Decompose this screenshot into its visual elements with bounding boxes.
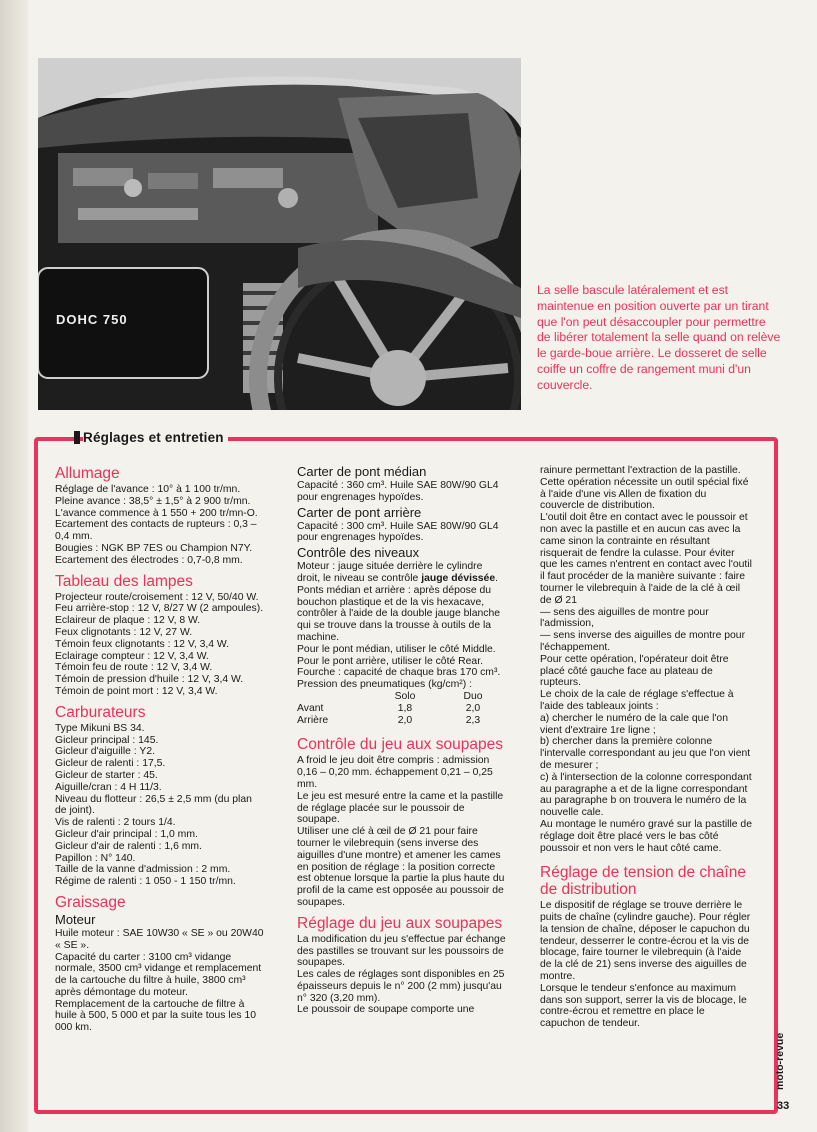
carbu-line: Vis de ralenti : 2 tours 1/4. xyxy=(55,817,176,829)
carbu-line: Gicleur de starter : 45. xyxy=(55,769,158,781)
lampe-line: Eclairage compteur : 12 V, 3,4 W. xyxy=(55,650,209,662)
niveaux-end: . xyxy=(495,572,499,584)
allumage-line: Pleine avance : 38,5° ± 1,5° à 2 900 tr/mn. xyxy=(55,495,251,507)
table-row xyxy=(297,715,507,727)
reglage-jeu-line: La modification du jeu s'effectue par échange des pastilles se trouvant sur les poussoirs de soupapes. xyxy=(297,933,506,969)
niveaux-line: Pression des pneumatiques (kg/cm²) : xyxy=(297,679,472,691)
carbu-line: Aiguille/cran : 4 H 11/3. xyxy=(55,781,162,793)
niveaux-line: Pour le pont médian, utiliser le côté Middle. xyxy=(297,643,496,655)
allumage-line: L'avance commence à 1 550 + 200 tr/mn-O. xyxy=(55,507,258,519)
niveaux-moteur xyxy=(297,561,507,585)
col3-paragraph: c) à l'intersection de la colonne correspondant au paragraphe a et de la ligne correspondant au paragraphe b on trouvera le numéro de la nouvelle cale. xyxy=(540,771,752,819)
heading-tension-chaine: Réglage de tension de chaîne de distribution xyxy=(540,864,746,899)
heading-lampes: Tableau des lampes xyxy=(55,572,193,590)
col3-paragraph: b) chercher dans la première colonne l'intervalle correspondant au jeu que l'on vient de mesurer ; xyxy=(540,736,751,771)
pressure-cell: Arrière xyxy=(297,714,329,726)
pressure-header xyxy=(297,691,371,703)
dohc-badge: DOHC 750 xyxy=(56,312,128,327)
col3-paragraph: — sens des aiguilles de montre pour l'admission, xyxy=(540,606,709,630)
page-number: 33 xyxy=(777,1100,790,1112)
carbu-line: Gicleur principal : 145. xyxy=(55,734,159,746)
lampe-line: Témoin feux clignotants : 12 V, 3,4 W. xyxy=(55,638,230,650)
reglage-jeu-line: Les cales de réglages sont disponibles en 25 épaisseurs depuis le n° 200 (2 mm) jusqu'au n° 320 (3,20 mm). xyxy=(297,969,505,1004)
moteur-line: Huile moteur : SAE 10W30 « SE » ou 20W40 « SE ». xyxy=(55,927,264,951)
lampe-line: Témoin de pression d'huile : 12 V, 3,4 W. xyxy=(55,674,244,686)
section-title: Réglages et entretien xyxy=(83,430,228,445)
pressure-header: Solo xyxy=(394,690,416,702)
column-3 xyxy=(540,465,752,1030)
pressure-cell: 2,0 xyxy=(397,714,413,726)
motorcycle-image xyxy=(38,58,521,410)
pressure-cell: 2,0 xyxy=(465,702,481,714)
jeu-line: Le jeu est mesuré entre la came et la pastille de réglage placée sur le poussoir de soupape. xyxy=(297,790,504,826)
lampe-line: Feux clignotants : 12 V, 27 W. xyxy=(55,626,193,638)
allumage-line: Réglage de l'avance : 10° à 1 100 tr/mn. xyxy=(55,484,241,495)
column-2 xyxy=(297,465,507,1016)
pressure-cell: 1,8 xyxy=(397,702,413,714)
carbu-line: Papillon : N° 140. xyxy=(55,852,136,864)
allumage-line: Ecartement des électrodes : 0,7-0,8 mm. xyxy=(55,554,243,566)
photo-caption: La selle bascule latéralement et est maintenue en position ouverte par un tirant que l'on peut désaccoupler pour permettre de libérer totalement la selle quand on relève le garde-boue arrière. Le dosseret de selle coiffe un coffre de rangement muni d'un couvercle. xyxy=(537,283,781,392)
niveaux-bold: jauge dévissée xyxy=(421,572,496,584)
carbu-line: Niveau du flotteur : 26,5 ± 2,5 mm (du plan de joint). xyxy=(55,793,252,817)
table-row xyxy=(297,703,507,715)
brand-text: moto-revue xyxy=(774,1032,786,1090)
heading-niveaux: Contrôle des niveaux xyxy=(297,545,420,561)
carbu-line: Gicleur d'air de ralenti : 1,6 mm. xyxy=(55,840,202,852)
chaine-line: Le dispositif de réglage se trouve derrière le puits de chaîne (cylindre gauche). Pour régler la tension de chaîne, déposer le capuchon du tendeur, desserrer le contre-écrou et la vis de blocage, faire tourner le vilebrequin (à l'aide de la clé de 21) sens inverse des aiguilles de montre. xyxy=(540,900,751,983)
page-edge xyxy=(0,0,28,1132)
carbu-line: Gicleur d'air principal : 1,0 mm. xyxy=(55,828,198,840)
carbu-line: Taille de la vanne d'admission : 2 mm. xyxy=(55,864,231,876)
heading-pont-median: Carter de pont médian xyxy=(297,464,427,479)
heading-reglage-jeu: Réglage du jeu aux soupapes xyxy=(297,914,503,932)
niveaux-line: Fourche : capacité de chaque bras 170 cm³. xyxy=(297,667,501,679)
lampe-line: Eclaireur de plaque : 12 V, 8 W. xyxy=(55,615,201,627)
chaine-line: Lorsque le tendeur s'enfonce au maximum dans son support, serrer la vis de blocage, le contre-écrou et remettre en place le capuchon de tendeur. xyxy=(540,982,747,1030)
magazine-brand xyxy=(774,1002,788,1092)
median-text: Capacité : 360 cm³. Huile SAE 80W/90 GL4 pour engrenages hypoïdes. xyxy=(297,480,499,503)
lampe-line: Projecteur route/croisement : 12 V, 50/40 W. xyxy=(55,591,259,603)
pressure-header: Duo xyxy=(463,690,483,702)
col3-paragraph: rainure permettant l'extraction de la pastille. Cette opération nécessite un outil spécial fixé à l'aide d'une vis Allen de fixation du couvercle de distribution. xyxy=(540,465,749,512)
niveaux-line: Ponts médian et arrière : après dépose du bouchon plastique et de la vis hexacave, contrôler à l'aide de la double jauge blanche qui se trouve dans la trousse à outils de la machine. xyxy=(297,584,501,643)
niveaux-text: Moteur : jauge située derrière le cylindre droit, le niveau se contrôle xyxy=(297,561,483,584)
column-1 xyxy=(55,465,266,1034)
lampe-line: Témoin feu de route : 12 V, 3,4 W. xyxy=(55,662,213,674)
reglage-jeu-line: Le poussoir de soupape comporte une xyxy=(297,1004,475,1016)
heading-allumage: Allumage xyxy=(55,465,120,482)
carbu-line: Régime de ralenti : 1 050 - 1 150 tr/mn. xyxy=(55,876,236,888)
moteur-line: Remplacement de la cartouche de filtre à huile à 500, 5 000 et par la suite tous les 10 000 km. xyxy=(55,998,257,1034)
lampe-line: Feu arrière-stop : 12 V, 8/27 W (2 ampoules). xyxy=(55,603,264,615)
heading-pont-arriere: Carter de pont arrière xyxy=(297,504,422,520)
col3-paragraph: L'outil doit être en contact avec le poussoir et non avec la pastille et en aucun cas avec la came sinon la contrainte en résultant risquerait de fendre la culasse. Pour éviter que les cames n'entrent en contact avec l'outil il faut procéder de la manière suivante : faire tourner le vilebrequin à l'aide de la clé à œil de Ø 21 xyxy=(540,512,752,606)
pressure-cell: 2,3 xyxy=(465,714,481,726)
pressure-cell: Avant xyxy=(297,702,324,714)
pressure-table xyxy=(297,691,507,726)
heading-carburateurs: Carburateurs xyxy=(55,703,146,721)
allumage-line: Ecartement des contacts de rupteurs : 0,3 – 0,4 mm. xyxy=(55,519,257,543)
heading-moteur: Moteur xyxy=(55,911,96,927)
carbu-line: Gicleur de ralenti : 17,5. xyxy=(55,758,166,770)
carbu-line: Type Mikuni BS 34. xyxy=(55,722,145,734)
col3-paragraph: Au montage le numéro gravé sur la pastille de réglage doit être placé vers le bas côté poussoir et non vers le haut côté came. xyxy=(540,818,752,854)
table-row xyxy=(297,691,507,703)
allumage-line: Bougies : NGK BP 7ES ou Champion N7Y. xyxy=(55,542,253,554)
section-bar-icon xyxy=(74,431,80,444)
moteur-line: Capacité du carter : 3100 cm³ vidange normale, 3500 cm³ vidange et remplacement de la cartouche du filtre à huile, 3800 cm³ après démontage du moteur. xyxy=(55,951,262,998)
arriere-text: Capacité : 300 cm³. Huile SAE 80W/90 GL4 pour engrenages hypoïdes. xyxy=(297,520,499,544)
jeu-line: A froid le jeu doit être compris : admission 0,16 – 0,20 mm. échappement 0,21 – 0,25 mm. xyxy=(297,755,493,790)
col3-paragraph: Le choix de la cale de réglage s'effectue à l'aide des tableaux joints : xyxy=(540,689,734,712)
carbu-line: Gicleur d'aiguille : Y2. xyxy=(55,746,155,758)
jeu-line: Utiliser une clé à œil de Ø 21 pour faire tourner le vilebrequin (sens inverse des aiguilles d'une montre) et amener les cames en position de réglage : la position correcte est obtenue lorsque la partie la plus haute du profil de la came est opposée au poussoir de soupapes. xyxy=(297,826,505,908)
heading-graissage: Graissage xyxy=(55,893,126,911)
heading-controle-jeu: Contrôle du jeu aux soupapes xyxy=(297,736,503,754)
col3-paragraph: Pour cette opération, l'opérateur doit être placé côté gauche face au plateau de rupteurs. xyxy=(540,653,729,689)
col3-paragraph: — sens inverse des aiguilles de montre pour l'échappement. xyxy=(540,630,746,653)
lampe-line: Témoin de point mort : 12 V, 3,4 W. xyxy=(55,685,218,697)
niveaux-line: Pour le pont arrière, utiliser le côté Rear. xyxy=(297,655,483,667)
col3-paragraph: a) chercher le numéro de la cale que l'on vient d'extraire 1re ligne ; xyxy=(540,712,728,736)
section-header xyxy=(74,430,228,445)
motorcycle-photo xyxy=(38,58,521,410)
